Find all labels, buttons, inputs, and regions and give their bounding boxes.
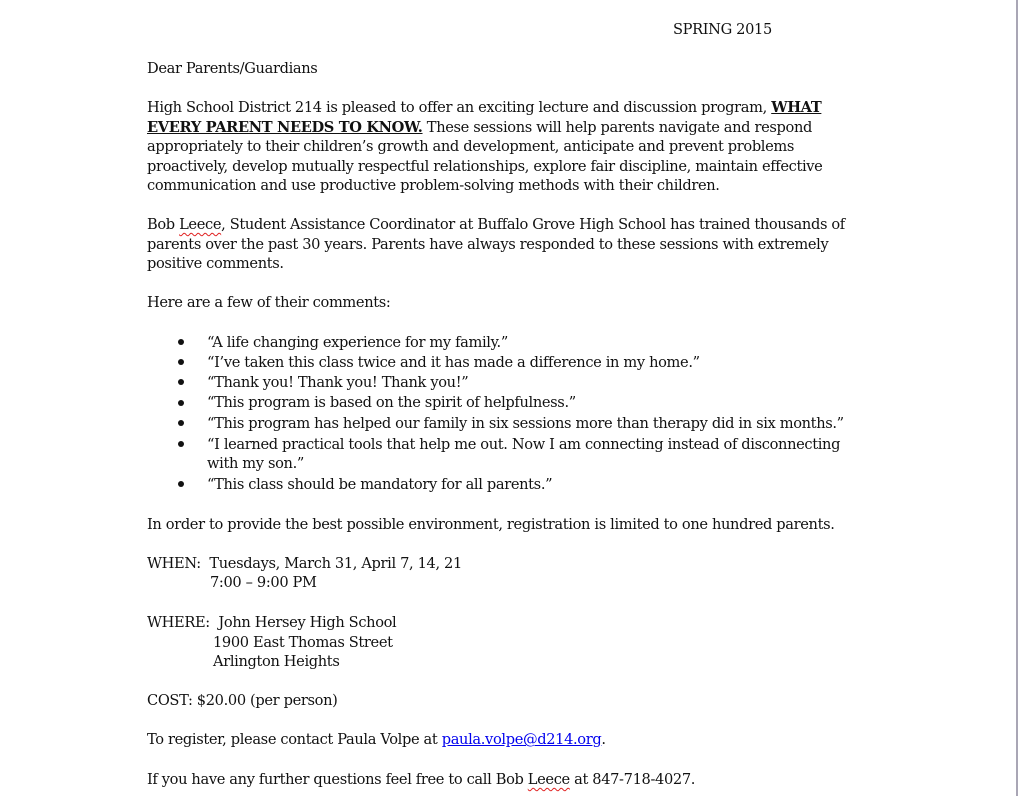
- comment-item: “I’ve taken this class twice and it has made a difference in my home.”: [207, 353, 700, 371]
- intro-line-1: [147, 98, 821, 118]
- questions-text: If you have any further questions feel free to call Bob: [147, 770, 528, 788]
- when-label: WHEN:: [147, 554, 210, 572]
- register-text: To register, please contact Paula Volpe at: [147, 731, 442, 749]
- where-venue: John Hersey High School: [218, 614, 397, 631]
- comment-item: “Thank you! Thank you! Thank you!”: [207, 374, 469, 391]
- intro-line-4: proactively, develop mutually respectful relationships, explore fair discipline, maintain effective: [147, 157, 823, 175]
- intro-text: High School District 214 is pleased to offer an exciting lecture and discussion program,: [147, 99, 772, 116]
- intro-line-2: [147, 118, 812, 138]
- questions-line: [147, 770, 695, 790]
- bio-line-1: [147, 215, 845, 235]
- bullet-icon: [177, 339, 185, 347]
- bullet-icon: [177, 420, 185, 428]
- email-link[interactable]: paula.volpe@d214.org: [441, 731, 602, 749]
- where-city: Arlington Heights: [213, 653, 340, 671]
- when-time: 7:00 – 9:00 PM: [210, 574, 317, 592]
- bullet-icon: [177, 441, 185, 449]
- comment-item-continued: with my son.”: [207, 455, 305, 473]
- where-label: WHERE:: [147, 614, 219, 631]
- intro-text: These sessions will help parents navigate and respond: [422, 118, 812, 136]
- comment-item: “This class should be mandatory for all parents.”: [207, 476, 553, 493]
- program-title-cont: EVERY PARENT NEEDS TO KNOW.: [147, 118, 423, 136]
- comment-item: “A life changing experience for my family.”: [207, 333, 508, 351]
- comments-intro: Here are a few of their comments:: [147, 294, 391, 311]
- header-date: SPRING 2015: [673, 21, 772, 38]
- bio-text: , Student Assistance Coordinator at Buffalo Grove High School has trained thousands of: [221, 216, 845, 233]
- bio-name-last: Leece: [179, 216, 222, 233]
- when-dates: Tuesdays, March 31, April 7, 14, 21: [209, 554, 462, 572]
- where-street: 1900 East Thomas Street: [213, 633, 393, 651]
- salutation: Dear Parents/Guardians: [147, 60, 318, 77]
- register-suffix: .: [601, 731, 606, 749]
- bio-name-first: Bob: [147, 216, 180, 233]
- comment-item: “This program has helped our family in six sessions more than therapy did in six months.”: [207, 414, 844, 432]
- bio-line-3: positive comments.: [147, 255, 284, 273]
- bullet-icon: [177, 400, 185, 408]
- comment-item: “I learned practical tools that help me out. Now I am connecting instead of disconnecting: [207, 435, 841, 453]
- intro-line-5: communication and use productive problem-solving methods with their children.: [147, 177, 720, 195]
- questions-phone: at 847-718-4027.: [569, 770, 696, 788]
- register-line: [147, 730, 606, 750]
- comment-item: “This program is based on the spirit of helpfulness.”: [207, 394, 576, 412]
- bullet-icon: [177, 379, 185, 387]
- bullet-icon: [177, 481, 185, 489]
- intro-line-3: appropriately to their children’s growth and development, anticipate and prevent problems: [147, 138, 795, 156]
- bio-line-2: parents over the past 30 years. Parents have always responded to these sessions with extremely: [147, 235, 829, 253]
- questions-name: Leece: [527, 770, 570, 788]
- registration-limit: In order to provide the best possible environment, registration is limited to one hundred parents.: [147, 516, 835, 533]
- bullet-icon: [177, 359, 185, 367]
- where-line: [147, 613, 396, 633]
- when-line: [147, 554, 462, 574]
- program-title: WHAT: [771, 99, 822, 116]
- cost-line: COST: $20.00 (per person): [147, 692, 338, 709]
